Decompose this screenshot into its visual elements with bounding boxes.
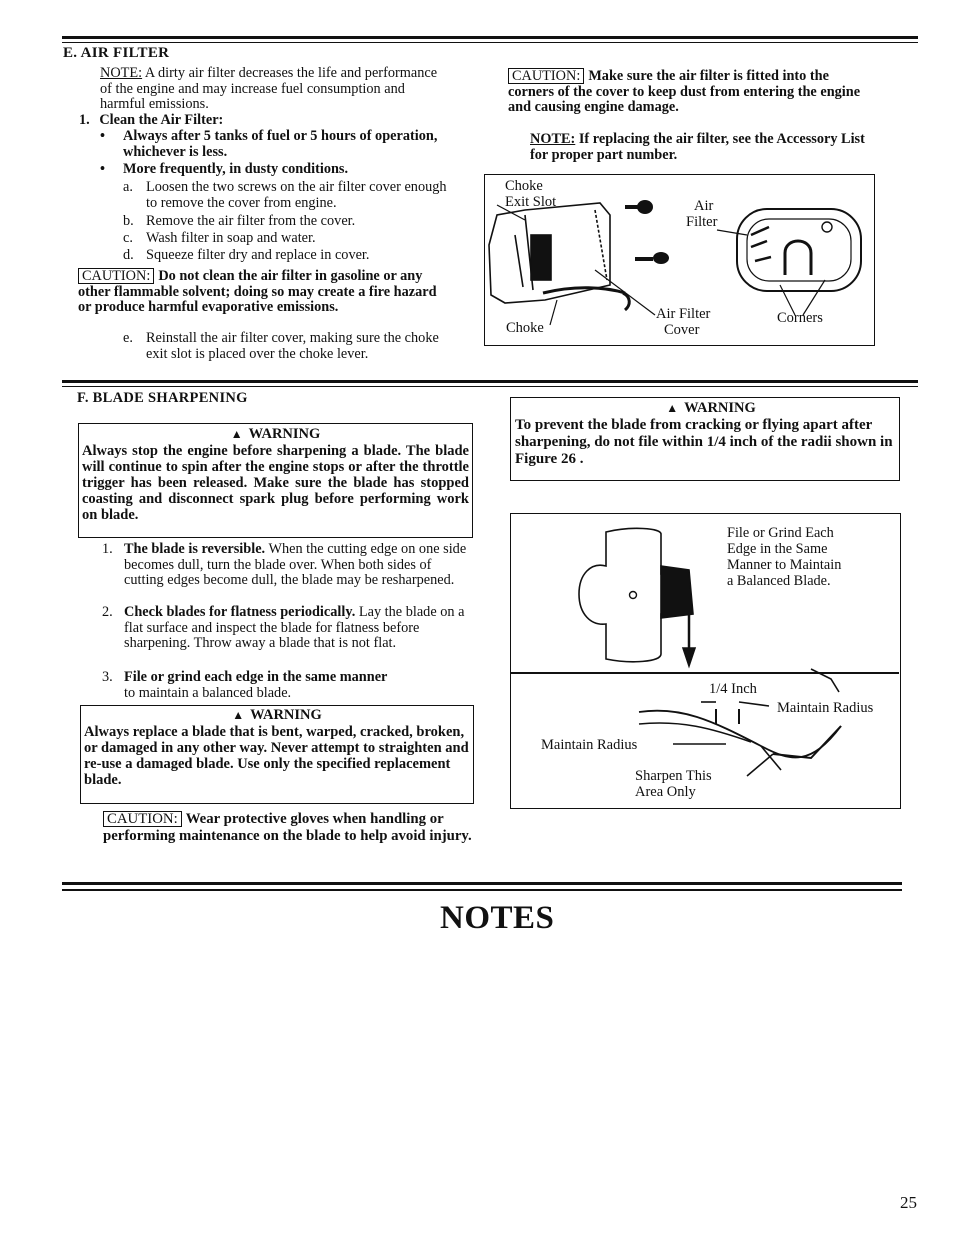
bullet-dot: • [100, 128, 106, 144]
step-text: Lay the blade on a flat surface and inspect the blade for flatness before sharpening. Throw away a blade that is not flat. [124, 604, 465, 651]
step-bold: Check blades for flatness periodically. [124, 604, 356, 620]
blade-step-3 [102, 670, 476, 701]
mid-rule-thick [62, 380, 918, 383]
warning-text: To prevent the blade from cracking or flying apart after sharpening, do not file within 1/4 inch of the radii shown in Figure 26 . [515, 417, 893, 467]
blade-step-1 [102, 542, 474, 589]
bottom-rule-thin [62, 889, 902, 891]
label-line: a Balanced Blade. [727, 573, 831, 589]
label-air-filter-cover [656, 306, 710, 338]
note-text: If replacing the air filter, see the Accessory List for proper part number. [530, 131, 865, 163]
filter-cover-drawing [737, 209, 861, 291]
bottom-rule-thick [62, 882, 902, 885]
warning-heading [84, 707, 470, 724]
step-number: 3. [102, 669, 113, 685]
label-sharpen-area [635, 768, 712, 800]
label-line: Exit Slot [505, 194, 557, 210]
label-line: Cover [664, 322, 700, 338]
blade-caution [103, 811, 477, 844]
air-filter-sub-a [123, 180, 453, 211]
step-text: to maintain a balanced blade. [124, 684, 292, 701]
label-line: Air [694, 198, 714, 214]
warning-triangle-icon: ▲ [230, 427, 243, 441]
top-rule-thick [62, 36, 918, 39]
air-filter-note-2 [530, 132, 880, 163]
sub-letter: a. [123, 179, 133, 195]
label-line: Filter [686, 214, 718, 230]
sub-letter: e. [123, 330, 133, 346]
sub-letter: b. [123, 213, 134, 229]
screw-drawing [625, 200, 669, 264]
air-filter-sub-c [123, 231, 453, 247]
label-line: Area Only [635, 784, 696, 800]
step-text: Clean the Air Filter: [99, 112, 224, 128]
blade-sharpening-title: F. BLADE SHARPENING [77, 390, 248, 406]
air-filter-bullet-2 [100, 162, 452, 178]
sub-text: Squeeze filter dry and replace in cover. [146, 247, 370, 263]
caution-text: Do not clean the air filter in gasoline or any other flammable solvent; doing so may create a fire hazard or produce harmful evaporative emissions. [78, 268, 437, 315]
label-maintain-radius-right: Maintain Radius [777, 700, 874, 716]
warning-heading [515, 400, 895, 417]
warning-triangle-icon: ▲ [232, 708, 245, 722]
engine-housing-drawing [489, 203, 629, 310]
step-number: 1. [102, 541, 113, 557]
caution-text: Make sure the air filter is fitted into the corners of the cover to keep dust from entering the engine and causing engine damage. [508, 68, 861, 115]
sub-letter: c. [123, 230, 133, 246]
sub-text: Remove the air filter from the cover. [146, 213, 356, 229]
mid-rule-thin [62, 386, 918, 387]
blade-hub-drawing [579, 528, 695, 666]
air-filter-caution [78, 268, 452, 316]
label-line: Edge in the Same [727, 541, 828, 557]
air-filter-sub-e [123, 331, 453, 362]
notes-title: NOTES [440, 900, 555, 936]
blade-step-2 [102, 605, 474, 652]
caution-text: Wear protective gloves when handling or performing maintenance on the blade to help avoid injury. [103, 811, 472, 844]
sub-letter: d. [123, 247, 134, 263]
warning-box-3 [510, 397, 900, 481]
caution-label: CAUTION: [103, 811, 182, 827]
label-maintain-radius-left: Maintain Radius [541, 737, 638, 753]
label-quarter-inch: 1/4 Inch [709, 681, 757, 697]
sub-text: Loosen the two screws on the air filter cover enough to remove the cover from engine. [146, 179, 447, 211]
caution-label: CAUTION: [78, 268, 154, 284]
label-file-or-grind [727, 525, 841, 589]
step-bold: File or grind each edge in the same manner [124, 669, 388, 685]
step-bold: The blade is reversible. [124, 541, 266, 557]
note-text: A dirty air filter decreases the life and performance of the engine and may increase fuel consumption and harmful emissions. [100, 65, 438, 112]
air-filter-title: E. AIR FILTER [63, 45, 170, 61]
label-line: File or Grind Each [727, 525, 834, 541]
note-label: NOTE: [100, 65, 143, 81]
label-line: Manner to Maintain [727, 557, 842, 573]
bullet-dot: • [100, 161, 106, 177]
air-filter-sub-d [123, 248, 453, 264]
warning-text: Always stop the engine before sharpening a blade. The blade will continue to spin after the engine stops or after the throttle trigger has been released. Make sure the blade has stopped coasting and disconnect spark plug before performing work on blade. [82, 443, 469, 523]
label-line: Choke [505, 178, 543, 194]
top-rule-thin [62, 42, 918, 43]
air-filter-bullet-1 [100, 129, 452, 160]
warning-heading-text: WARNING [684, 400, 756, 416]
warning-heading [82, 426, 469, 443]
label-line: Air Filter [656, 306, 711, 322]
bullet-text: Always after 5 tanks of fuel or 5 hours of operation, whichever is less. [123, 128, 438, 160]
step-number: 2. [102, 604, 113, 620]
warning-triangle-icon: ▲ [666, 401, 679, 415]
label-corners: Corners [777, 310, 823, 326]
air-filter-caution-2 [508, 68, 878, 116]
label-air-filter [686, 198, 717, 230]
label-choke: Choke [506, 320, 544, 336]
air-filter-note [100, 66, 452, 113]
warning-box-1 [78, 423, 473, 538]
caution-label: CAUTION: [508, 68, 584, 84]
label-line: Sharpen This [635, 768, 712, 784]
sub-text: Wash filter in soap and water. [146, 230, 316, 246]
blade-figure [510, 513, 901, 809]
warning-heading-text: WARNING [248, 426, 321, 442]
sub-text: Reinstall the air filter cover, making sure the choke exit slot is placed over the choke lever. [146, 330, 439, 362]
air-filter-sub-b [123, 214, 453, 230]
page-number: 25 [900, 1193, 917, 1212]
warning-heading-text: WARNING [250, 707, 322, 723]
warning-text: Always replace a blade that is bent, warped, cracked, broken, or damaged in any other way. Never attempt to straighten and re-use a damaged blade. Use only the specified replacement blade. [84, 724, 469, 788]
air-filter-figure [484, 174, 875, 346]
note-label: NOTE: [530, 131, 576, 147]
warning-box-2 [80, 705, 474, 804]
bullet-text: More frequently, in dusty conditions. [123, 161, 349, 177]
label-choke-exit-slot [505, 178, 556, 210]
air-filter-step-1 [79, 113, 459, 129]
step-text: When the cutting edge on one side becomes dull, turn the blade over. When both sides of cutting edges become dull, the blade may be resharpened. [124, 541, 467, 588]
step-number: 1. [79, 112, 90, 128]
